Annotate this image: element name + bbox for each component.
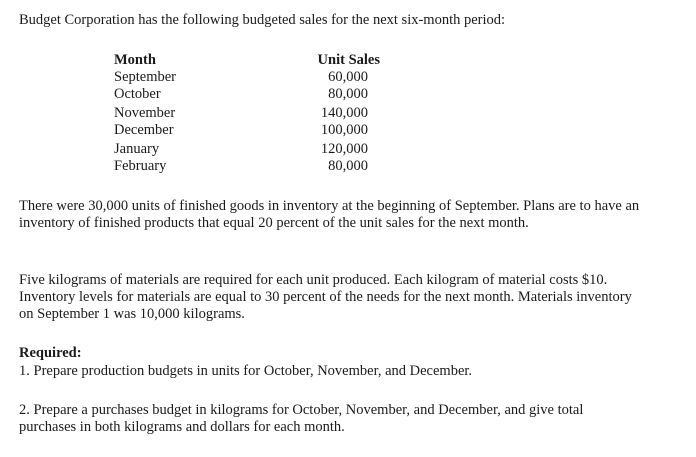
budgeted-sales-table — [114, 52, 384, 175]
required-item-2: 2. Prepare a purchases budget in kilograms for October, November, and December, and give total purchases in both kilograms and dollars for each month. — [19, 402, 584, 435]
table-row — [114, 122, 384, 139]
month-cell: September — [114, 69, 177, 85]
table-row — [114, 158, 384, 175]
month-cell: December — [114, 122, 174, 138]
intro-paragraph: Budget Corporation has the following budgeted sales for the next six-month period: — [19, 12, 506, 28]
table-row — [114, 105, 384, 122]
inventory-paragraph: There were 30,000 units of finished goods in inventory at the beginning of September. Plans are to have an inventory of finished products that equal 20 percent of the unit sales for the next month. — [19, 198, 640, 231]
month-cell: November — [114, 105, 176, 121]
table-row — [114, 86, 384, 103]
month-cell: October — [114, 86, 161, 102]
materials-paragraph: Five kilograms of materials are required for each unit produced. Each kilogram of material costs $10. Inventory levels for materials are equal to 30 percent of the needs for the next month. Materials inventory on September 1 was 10,000 kilograms. — [19, 272, 632, 322]
month-cell: February — [114, 158, 167, 174]
unit-sales-column-header: Unit Sales — [317, 52, 380, 68]
unit-sales-cell: 100,000 — [320, 122, 368, 138]
unit-sales-cell: 60,000 — [328, 69, 368, 85]
unit-sales-cell: 140,000 — [320, 105, 368, 121]
required-item-1: 1. Prepare production budgets in units for October, November, and December. — [19, 363, 473, 379]
required-heading: Required: — [19, 345, 82, 361]
table-row — [114, 69, 384, 86]
month-cell: January — [114, 141, 160, 157]
unit-sales-cell: 80,000 — [328, 86, 368, 102]
unit-sales-cell: 120,000 — [320, 141, 368, 157]
table-row — [114, 141, 384, 158]
month-column-header: Month — [114, 52, 156, 68]
unit-sales-cell: 80,000 — [328, 158, 368, 174]
table-header-row — [114, 52, 384, 69]
